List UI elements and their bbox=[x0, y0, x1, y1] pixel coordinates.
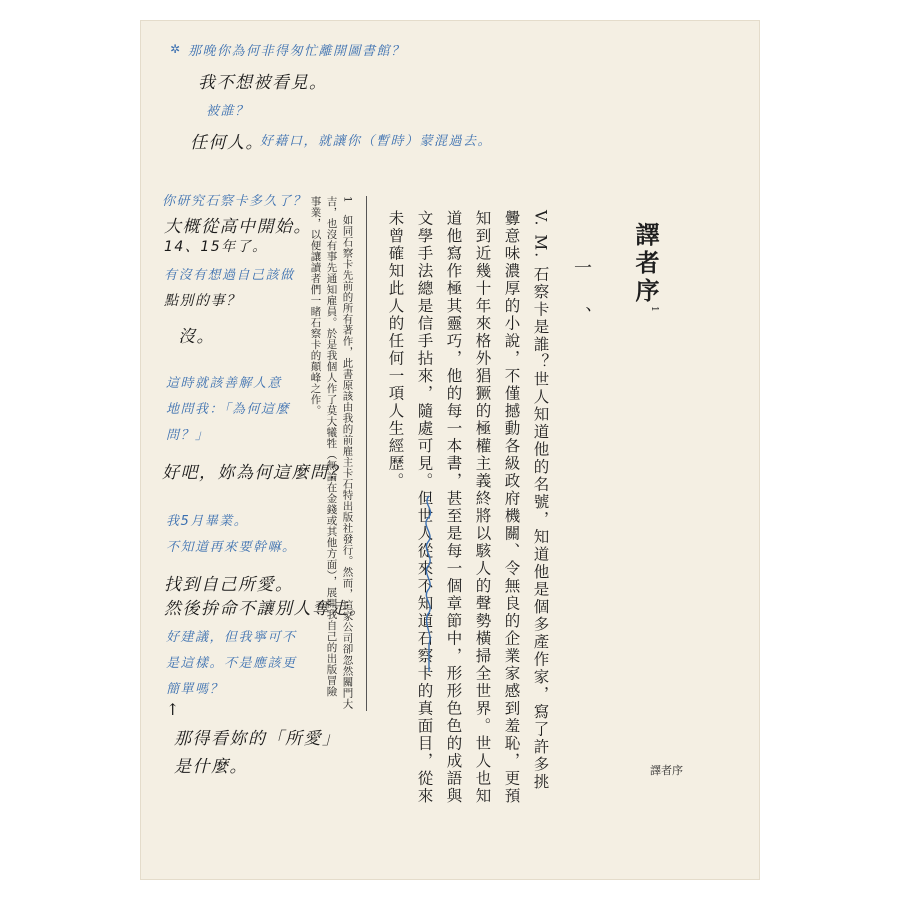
black-note: 任何人。 bbox=[190, 133, 264, 153]
chapter-title: 譯者序$^1$ bbox=[631, 222, 660, 316]
body-line: V. M. 石察卡是誰？世人知道他的名號，知道他是個多產作家，寫了許多挑 bbox=[531, 210, 550, 792]
blue-note: 被誰？ bbox=[206, 104, 250, 119]
blue-note: 問？」 bbox=[166, 428, 210, 443]
blue-note: 你研究石察卡多久了？ bbox=[162, 194, 308, 209]
blue-note: 我5月畢業。 bbox=[166, 514, 249, 529]
body-line: 未曾確知此人的任何一項人生經歷。 bbox=[386, 210, 405, 490]
blue-note: 地問我：「為何這麼 bbox=[166, 402, 291, 417]
footnote-line: 1 如同石察卡先前的所有著作，此書原該由我的前雇主卡石特出版社發行。然而，這家公司卻忽然關門大 bbox=[341, 196, 354, 710]
blue-note: 好藉口，就讓你（暫時）蒙混過去。 bbox=[260, 134, 493, 149]
blue-note: 這時就該善解人意 bbox=[166, 376, 283, 391]
black-note: 大概從高中開始。 bbox=[164, 217, 312, 237]
body-line: 知到近幾十年來格外猖獗的極權主義終將以駭人的聲勢橫掃全世界。世人也知 bbox=[473, 210, 492, 805]
black-note: 是什麼。 bbox=[174, 757, 248, 777]
body-line: 道他寫作極其靈巧，他的每一本書，甚至是每一個章節中，形形色色的成語與 bbox=[444, 210, 463, 805]
black-note: 我不想被看見。 bbox=[198, 73, 328, 93]
body-line: 釁意味濃厚的小說，不僅撼動各級政府機關、令無良的企業家感到羞恥，更預 bbox=[502, 210, 521, 805]
up-arrow-icon: ↑ bbox=[166, 700, 180, 719]
black-note: 好吧，妳為何這麼問？ bbox=[162, 463, 347, 483]
footnote-divider bbox=[366, 196, 367, 711]
blue-note: 不知道再來要幹嘛。 bbox=[166, 540, 297, 555]
body-line: 文學手法總是信手拈來，隨處可見。但世人從來不知道石察卡的真面目，從來 bbox=[415, 210, 434, 805]
blue-note: 簡單嗎？ bbox=[166, 682, 225, 697]
black-note: 點別的事？ bbox=[164, 293, 242, 309]
blue-note: 那晚你為何非得匆忙離開圖書館？ bbox=[188, 44, 406, 59]
running-footer: 譯者序 bbox=[650, 764, 683, 777]
blue-note: 是這樣。不是應該更 bbox=[166, 656, 297, 671]
star-icon: ✲ bbox=[170, 42, 181, 56]
footnote-line: 事業，以便讓讀者們一睹石察卡的顛峰之作。 bbox=[309, 196, 322, 416]
black-note: 然後拚命不讓別人奪走。 bbox=[164, 599, 368, 619]
section-number: 一、 bbox=[571, 258, 592, 354]
black-note: 找到自己所愛。 bbox=[164, 575, 294, 595]
footnote-marker: 1 bbox=[649, 306, 659, 316]
blue-note: 好建議，但我寧可不 bbox=[166, 630, 297, 645]
swirl-mark bbox=[418, 494, 440, 674]
black-note: 沒。 bbox=[178, 327, 215, 347]
blue-note: 有沒有想過自己該做 bbox=[164, 268, 295, 283]
footnote-line: 吉，也沒有事先通知雇員。於是我個人作了莫大犧牲（無論在金錢或其他方面），展開我自己的出版冒險 bbox=[325, 196, 338, 697]
black-note: 14、15年了。 bbox=[164, 239, 268, 255]
black-note: 那得看妳的「所愛」 bbox=[174, 729, 341, 749]
